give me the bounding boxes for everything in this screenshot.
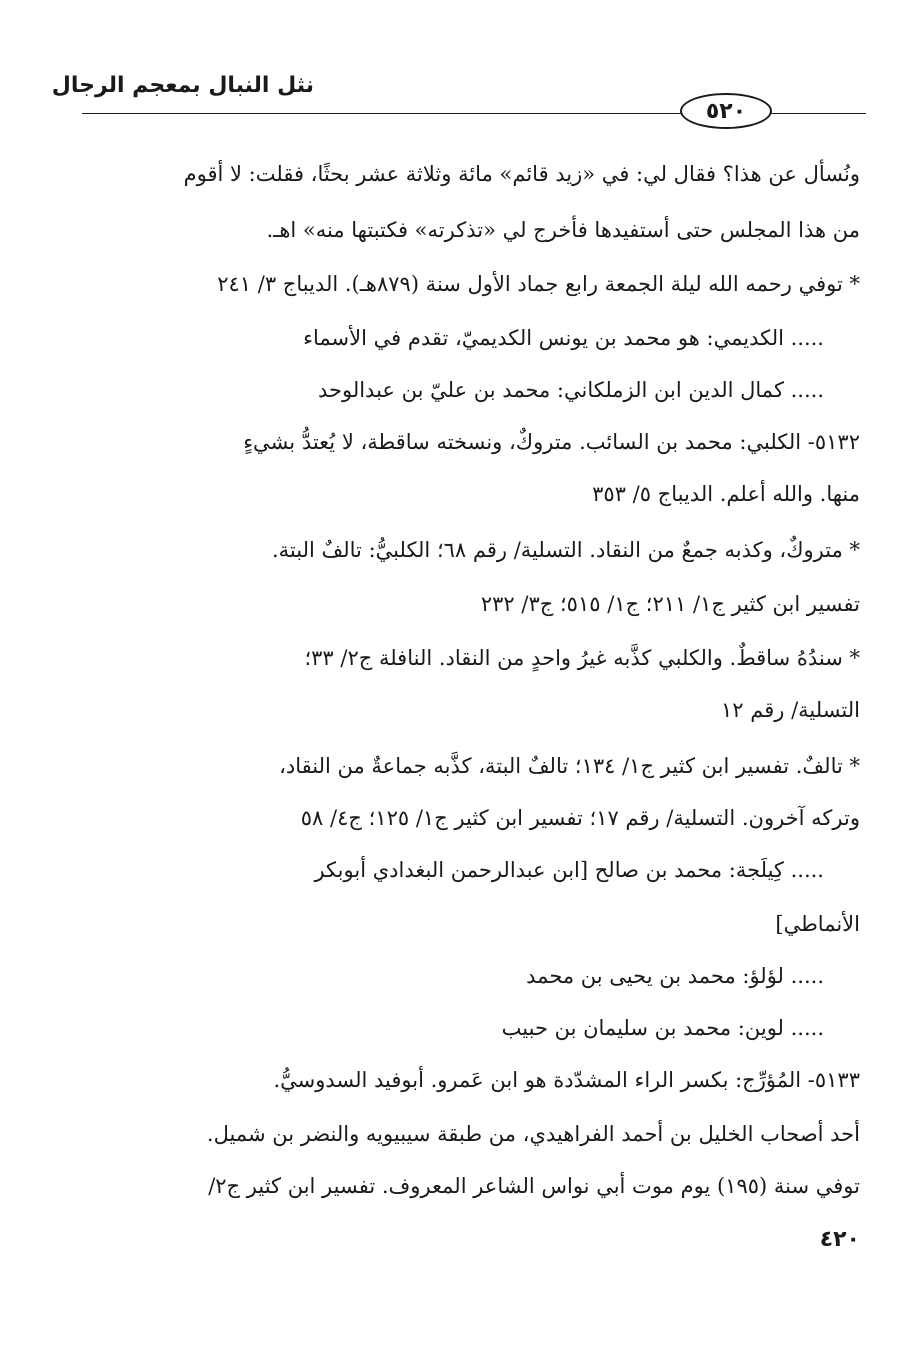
text-line: ..... لوين: محمد بن سليمان بن حبيب [501, 1016, 824, 1040]
text-line: * تالفٌ. تفسير ابن كثير ج١/ ١٣٤؛ تالفٌ البتة، كذَّبه جماعةٌ من النقاد، [279, 754, 860, 778]
text-line: * سندُهُ ساقطٌ. والكلبي كذَّبه غيرُ واحدٍ من النقاد. النافلة ج٢/ ٣٣؛ [304, 646, 860, 670]
text-line: ..... الكديمي: هو محمد بن يونس الكديميّ، تقدم في الأسماء [303, 326, 824, 350]
text-line: توفي سنة (١٩٥) يوم موت أبي نواس الشاعر المعروف. تفسير ابن كثير ج٢/ [208, 1174, 860, 1198]
text-line: منها. والله أعلم. الديباج ٥/ ٣٥٣ [592, 482, 860, 506]
text-line: من هذا المجلس حتى أستفيدها فأخرج لي «تذكرته» فكتبتها منه» اهـ. [266, 218, 860, 242]
text-line: ..... لؤلؤ: محمد بن يحيى بن محمد [526, 964, 824, 988]
text-line: تفسير ابن كثير ج١/ ٢١١؛ ج١/ ٥١٥؛ ج٣/ ٢٣٢ [480, 592, 860, 616]
text-line: أحد أصحاب الخليل بن أحمد الفراهيدي، من طبقة سيبيويه والنضر بن شميل. [206, 1122, 860, 1146]
text-line: * متروكٌ، وكذبه جمعٌ من النقاد. التسلية/ رقم ٦٨؛ الكلبيُّ: تالفٌ البتة. [272, 538, 860, 562]
entry-line: ٥١٣٣- المُؤرِّج: بكسر الراء المشدّدة هو ابن عَمرو. أبوفيد السدوسيُّ. [273, 1068, 860, 1092]
page-number-badge [680, 93, 772, 129]
text-line: التسلية/ رقم ١٢ [721, 698, 860, 722]
running-header-title: نثل النبال بمعجم الرجال [51, 73, 314, 98]
text-line: ..... كمال الدين ابن الزملكاني: محمد بن عليّ بن عبدالوحد [317, 378, 824, 402]
text-line: ونُسأل عن هذا؟ فقال لي: في «زيد قائم» مائة وثلاثة عشر بحثًا، فقلت: لا أقوم [183, 162, 860, 186]
text-line: ..... كِيلَجة: محمد بن صالح [ابن عبدالرحمن البغدادي أبوبكر [314, 858, 824, 882]
entry-line: ٥١٣٢- الكلبي: محمد بن السائب. متروكٌ، ونسخته ساقطة، لا يُعتدُّ بشيءٍ [243, 430, 860, 454]
text-line: وتركه آخرون. التسلية/ رقم ١٧؛ تفسير ابن كثير ج١/ ١٢٥؛ ج٤/ ٥٨ [300, 806, 860, 830]
text-line: * توفي رحمه الله ليلة الجمعة رابع جماد الأول سنة (٨٧٩هـ). الديباج ٣/ ٢٤١ [217, 272, 860, 296]
page-number: ٥٢٠ [705, 98, 747, 124]
text-line: الأنماطي] [775, 912, 860, 936]
footer-reference: ٤٢٠ [819, 1227, 860, 1252]
